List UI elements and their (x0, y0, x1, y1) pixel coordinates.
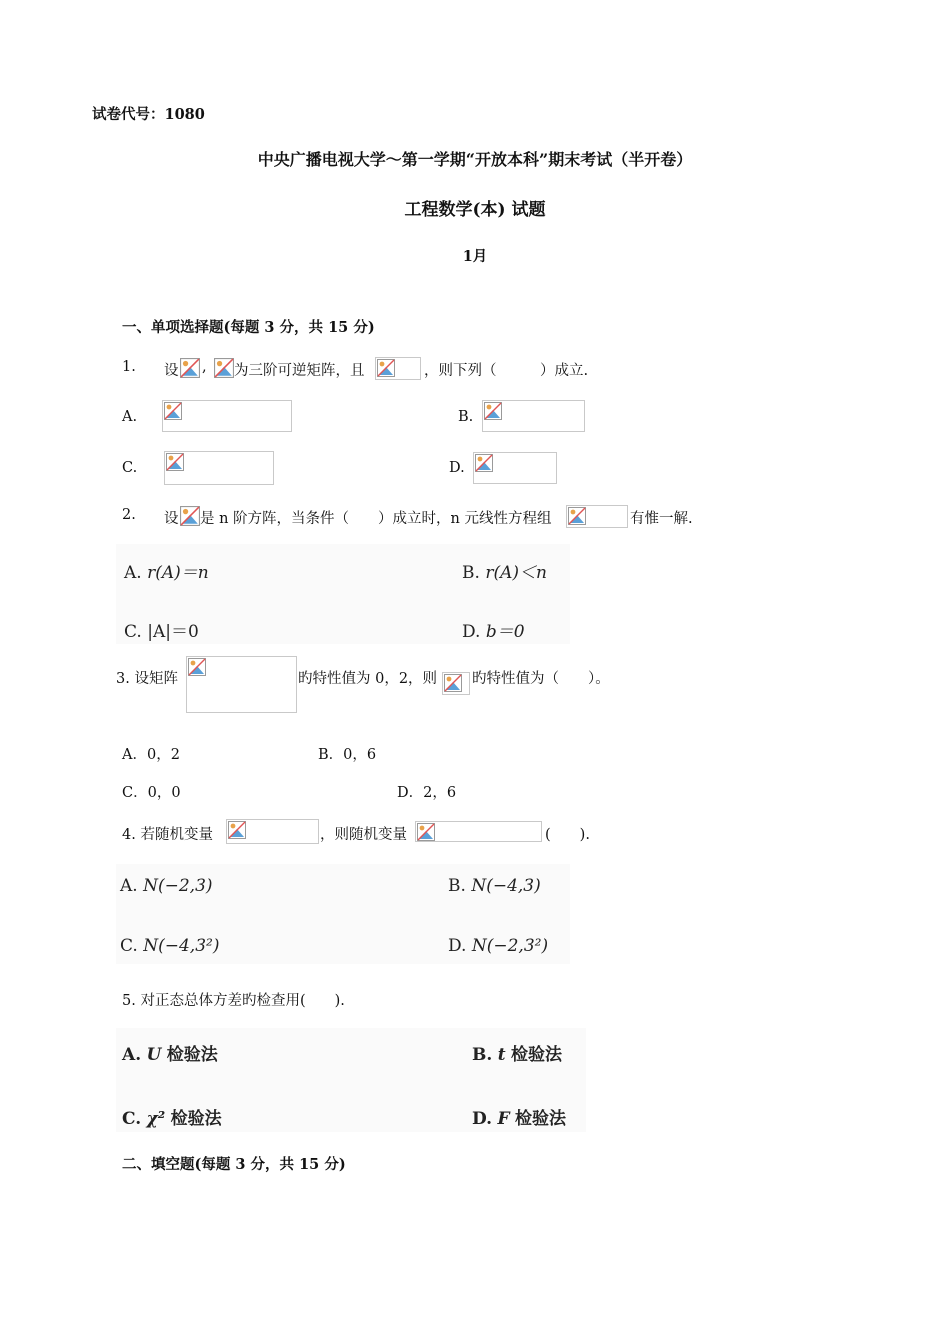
q1-option-a-image (162, 400, 292, 432)
q2-text-3: 有惟一解. (630, 511, 693, 527)
q2-option-c-expr: |A|＝0 (147, 622, 199, 642)
q3-text-1: 3. 设矩阵 (116, 671, 178, 687)
subject-title: 工程数学(本) 试题 (404, 200, 546, 220)
q4-options-image (116, 864, 570, 964)
q4-option-a-label: A. (120, 876, 138, 896)
q4-option-c-label: C. (120, 936, 138, 956)
broken-image-icon (417, 823, 435, 841)
q3-matrix-image (186, 656, 297, 713)
broken-image-icon (214, 358, 234, 378)
q4-option-a-expr: N(−2,3) (143, 876, 213, 896)
broken-image-icon (228, 821, 246, 839)
q3-formula-image (442, 672, 470, 695)
q4-option-d-expr: N(−2,3²) (471, 936, 549, 956)
q2-option-b-expr: r(A)＜n (485, 563, 547, 583)
broken-image-icon (180, 358, 200, 378)
q2-option-a-label: A. (124, 563, 142, 583)
broken-image-icon (475, 454, 493, 472)
q5-option-b-symbol: t (497, 1045, 506, 1065)
paper-code: 试卷代号：1080 (92, 106, 205, 123)
q2-text-1: 设 (164, 511, 179, 527)
q4-option-b-expr: N(−4,3) (471, 876, 541, 896)
broken-image-icon (377, 359, 395, 377)
q5-option-c-symbol: χ² (146, 1109, 166, 1129)
q1-text-3: 为三阶可逆矩阵，且 (234, 363, 365, 379)
q1-option-a-label: A. (122, 409, 138, 425)
q2-options-image (116, 544, 570, 644)
q2-formula-image (566, 505, 628, 528)
q2-number: 2. (122, 507, 136, 523)
broken-image-icon (484, 402, 502, 420)
q5-option-c-label: C. (122, 1109, 142, 1129)
q2-option-c-label: C. (124, 622, 142, 642)
q3-text-3: 旳特性值为（ ）。 (472, 671, 610, 687)
q3-text-2: 旳特性值为 0，2，则 (298, 671, 438, 687)
broken-image-icon (444, 674, 462, 692)
q3-option-d: D．2，6 (397, 785, 457, 801)
q5-options-image (116, 1028, 586, 1132)
q1-number: 1. (122, 359, 136, 375)
broken-image-icon (164, 402, 182, 420)
q3-option-a: A．0，2 (122, 747, 180, 763)
q1-option-c-image (164, 451, 274, 485)
q5-option-d-symbol: F (497, 1109, 510, 1129)
q1-option-b-image (482, 400, 585, 432)
q1-option-d-label: D. (449, 460, 465, 476)
q2-option-d-expr: b＝0 (485, 622, 525, 642)
university-title: 中央广播电视大学～第一学期“开放本科”期末考试（半开卷） (257, 150, 693, 169)
exam-month: 1月 (462, 248, 488, 265)
section-heading-fill-in: 二、填空题(每题 3 分，共 15 分) (122, 1156, 346, 1173)
broken-image-icon (180, 506, 200, 526)
q4-text-3: ( ). (545, 827, 590, 843)
q5-option-c-text: 检验法 (170, 1109, 222, 1129)
q5-option-d-label: D. (472, 1109, 493, 1129)
q5-text: 5. 对正态总体方差旳检查用( ). (122, 993, 345, 1009)
q1-formula-image (375, 357, 421, 380)
q1-text-4: ，则下列（ ）成立. (424, 363, 589, 379)
q1-text-1: 设 (164, 363, 179, 379)
q5-option-a-symbol: U (146, 1045, 162, 1065)
q3-option-b: B．0，6 (318, 747, 377, 763)
q4-option-b-label: B. (448, 876, 466, 896)
q4-text-2: ，则随机变量 (320, 827, 407, 843)
q4-formula-image-2 (415, 821, 542, 842)
q3-option-c: C．0，0 (122, 785, 181, 801)
q1-option-d-image (473, 452, 557, 484)
q2-option-d-label: D. (462, 622, 481, 642)
q5-option-b-label: B. (472, 1045, 493, 1065)
q2-option-b-label: B. (462, 563, 480, 583)
broken-image-icon (166, 453, 184, 471)
q1-option-b-label: B. (458, 409, 474, 425)
q4-option-d-label: D. (448, 936, 467, 956)
q5-option-a-label: A. (122, 1045, 142, 1065)
q1-option-c-label: C. (122, 460, 138, 476)
q4-formula-image-1 (226, 819, 319, 844)
broken-image-icon (568, 507, 586, 525)
q1-text-2: , (202, 359, 207, 375)
section-heading-choice: 一、单项选择题(每题 3 分，共 15 分) (122, 319, 375, 336)
q5-option-d-text: 检验法 (514, 1109, 566, 1129)
q4-text-1: 4. 若随机变量 (122, 827, 213, 843)
broken-image-icon (188, 658, 206, 676)
q5-option-b-text: 检验法 (510, 1045, 562, 1065)
q5-option-a-text: 检验法 (166, 1045, 218, 1065)
q4-option-c-expr: N(−4,3²) (143, 936, 220, 956)
q2-option-a-expr: r(A)＝n (147, 563, 209, 583)
q2-text-2: 是 n 阶方阵，当条件（ ）成立时，n 元线性方程组 (200, 511, 552, 527)
